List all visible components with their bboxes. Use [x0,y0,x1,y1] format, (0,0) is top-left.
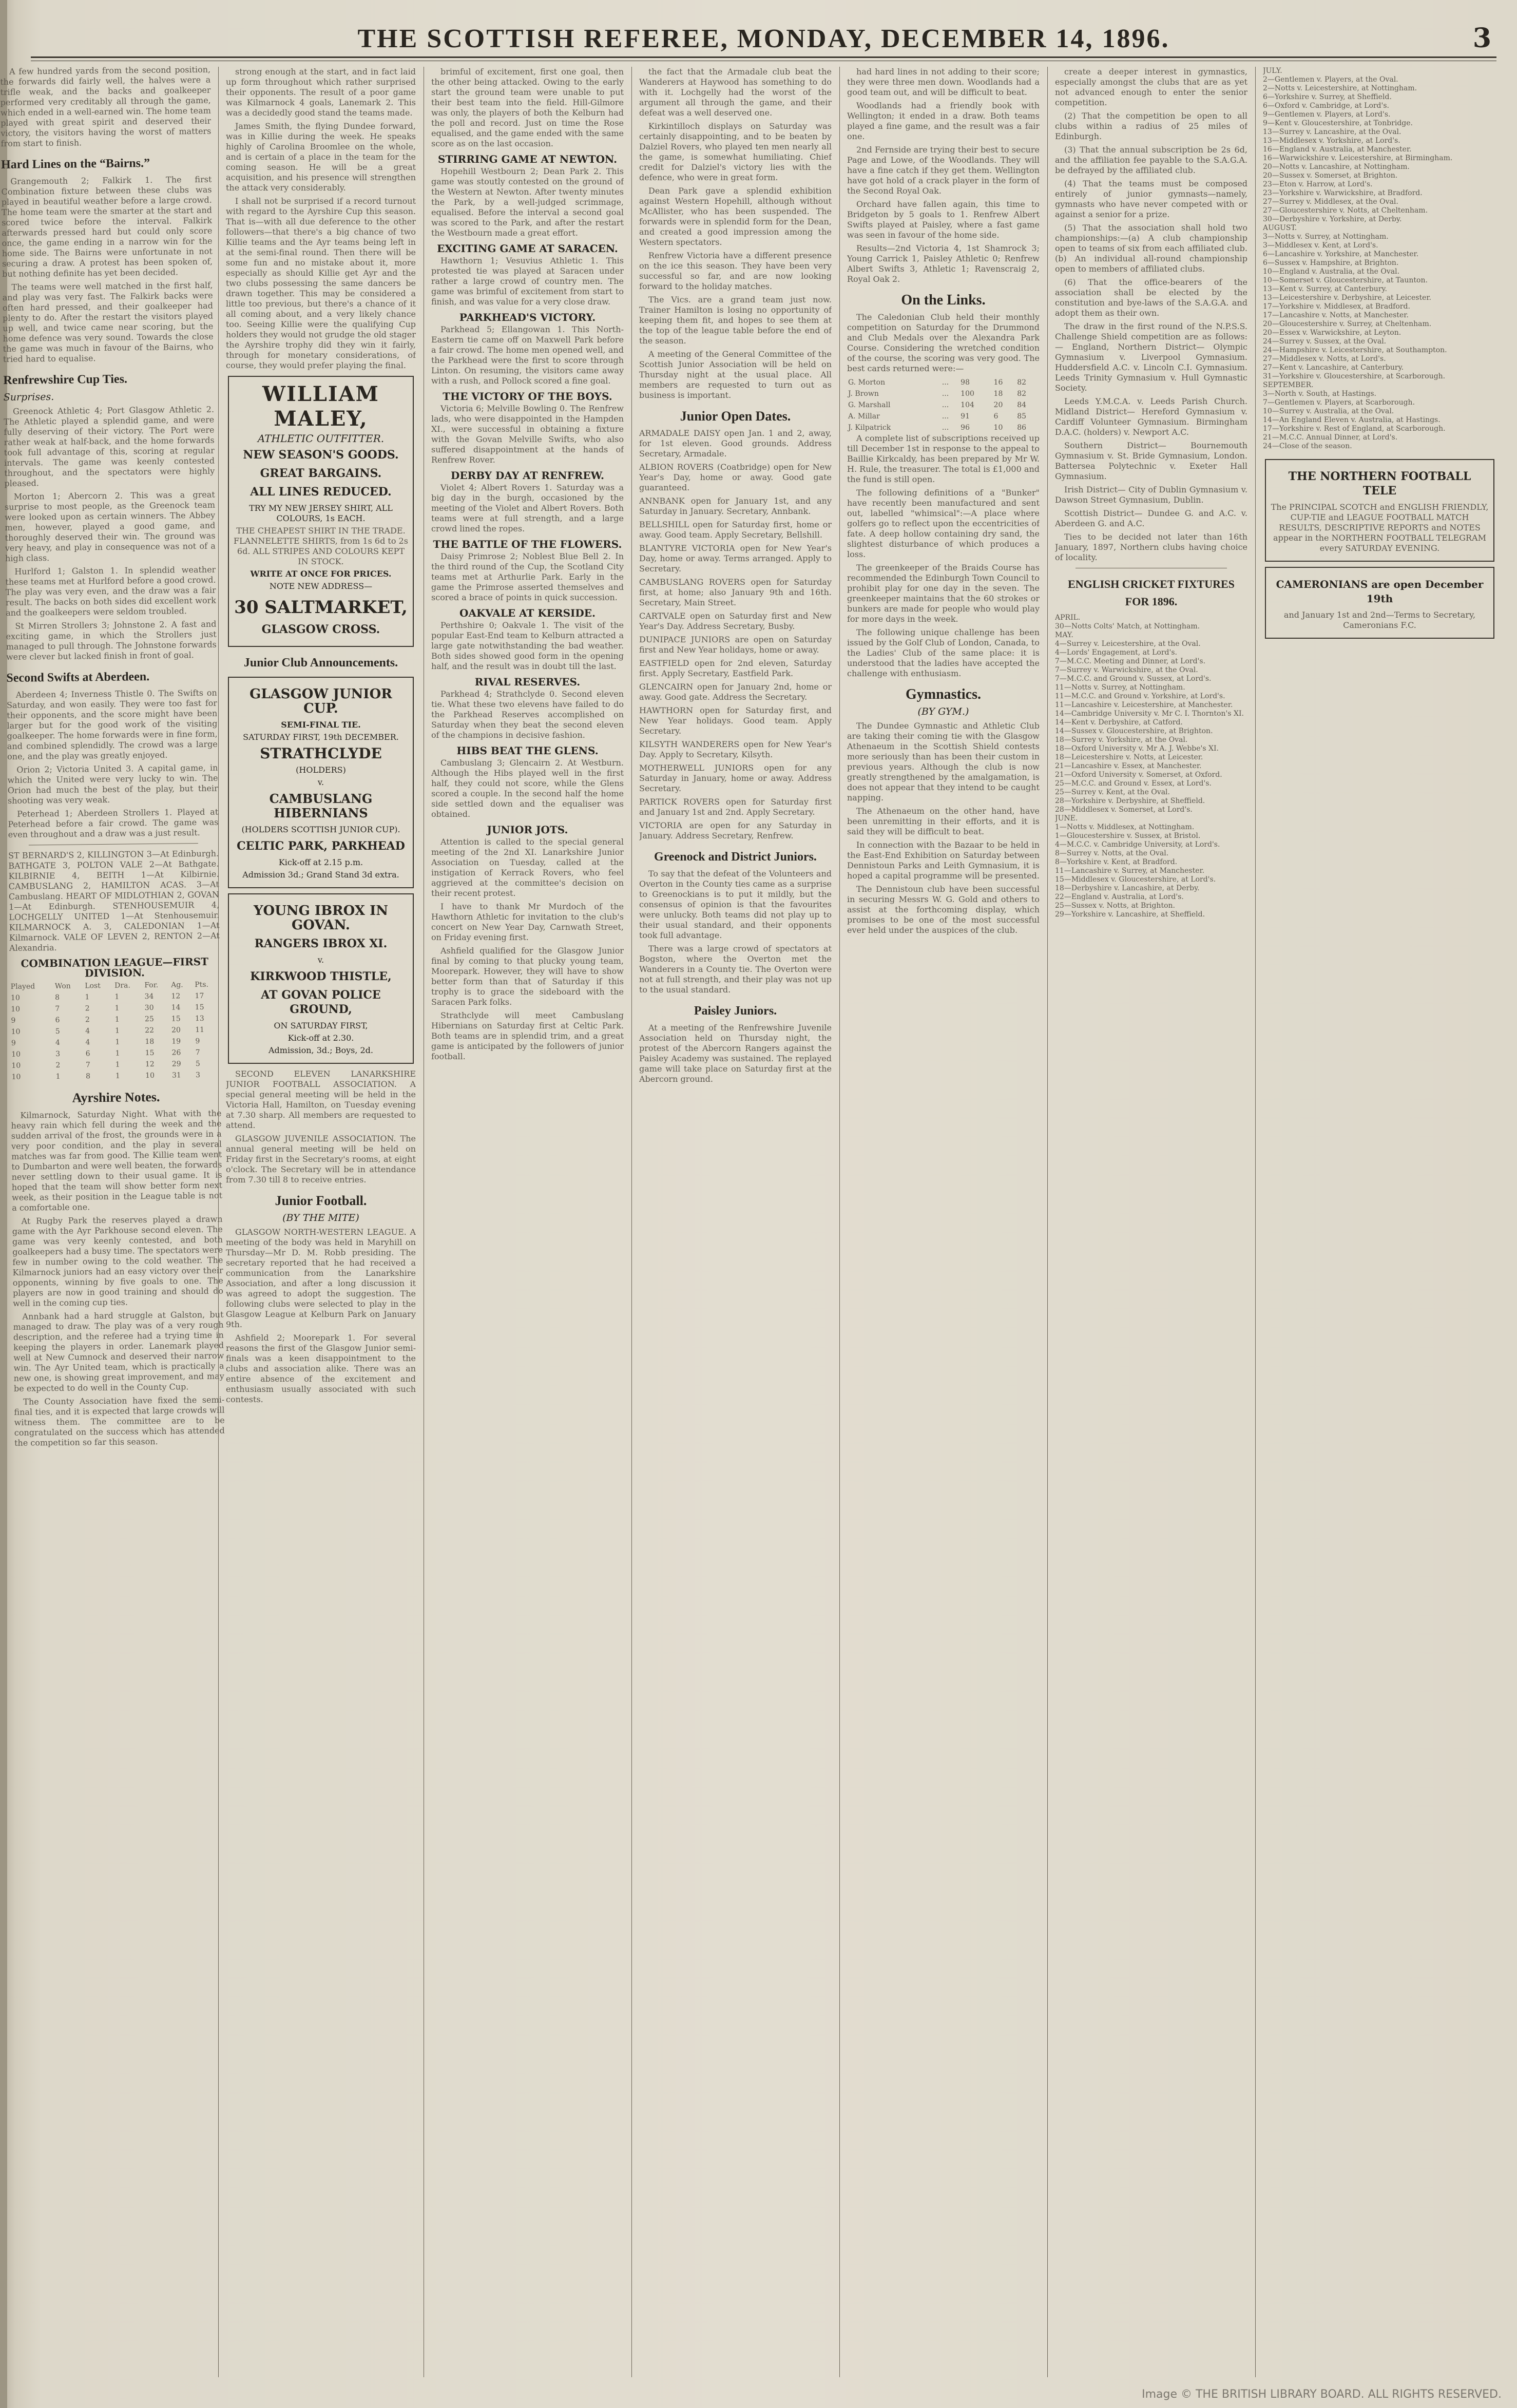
column-3: brimful of excitement, first one goal, then the other being attacked. Owing to the early start the ground team were unable to put their best team into the field. Hill-Gilmore was only, the players of both the Kelburn had the poll and record. Just on time the Rose equalised, and the game ended with the same score as on the last occasion. STIRRING GAME AT NEWTON. Hopehill Westbourn 2; Dean Park 2. This game was stoutly contested on the ground of the Western at Newton. After twenty minutes the Park, by a well-judged scrimmage, equalised. Before the interval a second goal was scored to the Park, and after the restart the Westbourn made a great effort. EXCITING GAME AT SARACEN. Hawthorn 1; Vesuvius Athletic 1. This protested tie was played at Saracen under rather a large crowd of country men. The game was brimful of excitement from start to finish, and was value for a very close draw. PARKHEAD'S VICTORY. Parkhead 5; Ellangowan 1. This North-Eastern tie came off on Maxwell Park before a fair crowd. The home men opened well, and the Parkhead were the first to score through Linton. On resuming, the visitors came away with a rush, and Pollock scored a fine goal. THE VICTORY OF THE BOYS. Victoria 6; Melville Bowling 0. The Renfrew lads, who were disappointed in the Hampden XI., were successful in obtaining a fixture with the Govan Melville Swifts, who also suffered disappointment at the hands of Renfrew Rover. DERBY DAY AT RENFREW. Violet 4; Albert Rovers 1. Saturday was a big day in the burgh, occasioned by the meeting of the Violet and Albert Rovers. Both teams were at full strength, and a large crowd lined the ropes. THE BATTLE OF THE FLOWERS. Daisy Primrose 2; Noblest Blue Bell 2. In the third round of the Cup, the Scotland City teams met at Arthurlie Park. Early in the game the Primrose asserted themselves and scored a brace of points in quick succession. OAKVALE AT KERSIDE. Perthshire 0; Oakvale 1. The visit of the popular East-End team to Kelburn attracted a large gate notwithstanding the bad weather. Both sides showed good form in the opening half, and the result was in doubt till the last. RIVAL RESERVES. Parkhead 4; Strathclyde 0. Second eleven tie. What these two elevens have failed to do the Parkhead Reserves accomplished on Saturday when they beat the second eleven of the champions in decisive fashion. HIBS BEAT THE GLENS. Cambuslang 3; Glencairn 2. At Westburn. Although the Hibs played well in the first half, they could not score, while the Glens scored a couple. In the second half the home side settled down and the equaliser was obtained. JUNIOR JOTS. Attention is called to the special general meeting of the 2nd XI. Lanarkshire Junior Association on Tuesday, called at the instigation of Kerrack Rovers, who feel aggrieved at the committee's decision on their recent protest. I have to thank Mr Murdoch of the Hawthorn Athletic for invitation to the club's concert on New Year Day, Carnwath Street, on Friday evening first. Ashfield qualified for the Glasgow Junior final by coming to that plucky young team, Moorepark. However, they will have to show better form than that of Saturday if this trophy is to grace the sideboard with the Saracen Park folks. Strathclyde will meet Cambuslang Hibernians on Saturday first at Celtic Park. Both teams are in splendid trim, and a great game is anticipated by the followers of junior football. [431,67,624,1061]
column-4: the fact that the Armadale club beat the Wanderers at Haywood has something to do with it. Lochgelly had the worst of the argument all through the game, and their defeat was a well deserved one. Kirkintilloch displays on Saturday was certainly disappointing, and to be beaten by Dalziel Rovers, who played ten men nearly all the game, is somewhat humiliating. Chief credit for Dalziel's victory lies with the defence, who were in great form. Dean Park gave a splendid exhibition against Western Hopehill, although without McAllister, who has been suspended. The forwards were in splendid form for the Dean, and created a good impression among the Western spectators. Renfrew Victoria have a different presence on the ice this season. They have been very successful so far, and are now looking forward to the holiday matches. The Vics. are a grand team just now. Trainer Hamilton is losing no opportunity of keeping them fit, and hopes to see them at the top of the league table before the end of the season. A meeting of the General Committee of the Scottish Junior Association will be held on Thursday night at the usual place. All members are requested to turn out as business is important. Junior Open Dates. ARMADALE DAISY open Jan. 1 and 2, away, for 1st eleven. Good grounds. Address Secretary, Armadale. ALBION ROVERS (Coatbridge) open for New Year's Day, home or away. Good gate guaranteed. ANNBANK open for January 1st, and any Saturday in January. Secretary, Annbank. BELLSHILL open for Saturday first, home or away. Good team. Apply Secretary, Bellshill. BLANTYRE VICTORIA open for New Year's Day, home or away. Terms arranged. Apply to Secretary. CAMBUSLANG ROVERS open for Saturday first, at home; also January 9th and 16th. Secretary, Main Street. CARTVALE open on Saturday first and New Year's Day. Address Secretary, Busby. DUNIPACE JUNIORS are open on Saturday first and New Year holidays, home or away. EASTFIELD open for 2nd eleven, Saturday first. Apply Secretary, Eastfield Park. GLENCAIRN open for January 2nd, home or away. Good gate. Address the Secretary. HAWTHORN open for Saturday first, and New Year holidays. Good team. Apply Secretary. KILSYTH WANDERERS open for New Year's Day. Apply to Secretary, Kilsyth. MOTHERWELL JUNIORS open for any Saturday in January, home or away. Address Secretary. PARTICK ROVERS open for Saturday first and January 1st and 2nd. Apply Secretary. VICTORIA are open for any Saturday in January. Address Secretary, Renfrew. Greenock and District Juniors. To say that the defeat of the Volunteers and Overton in the County ties came as a surprise to Greenockians is to put it mildly, but the consensus of opinion is that the favourites were unlucky. Both teams did not play up to their usual standard, and their opponents took full advantage. There was a large crowd of spectators at Bogston, where the Overton met the Wanderers in a County tie. The Overton were not at full strength, and their play was not up to the usual standard. Paisley Juniors. At a meeting of the Renfrewshire Juvenile Association held on Thursday night, the protest of the Abercorn Rangers against the Paisley Academy was sustained. The replayed game will take place on Saturday first at the Abercorn ground. [639,67,832,1084]
heading-second-swifts: Second Swifts at Aberdeen. [6,670,150,685]
heading-junior-football: Junior Football. [275,1193,367,1208]
heading-on-the-links: On the Links. [901,292,986,308]
heading-renfrewshire-cup: Renfrewshire Cup Ties. [3,372,128,387]
heading-ayrshire-notes: Ayrshire Notes. [72,1089,160,1105]
column-6: create a deeper interest in gymnastics, especially amongst the clubs that are as yet not advanced enough to enter the senior competition. (2) That the competition be open to all clubs within a radius of 25 miles of Edinburgh. (3) That the annual subscription be 2s 6d, and the affiliation fee payable to the S.A.G.A. be defrayed by the affiliated club. (4) That the teams must be composed entirely of junior gymnasts—namely, gymnasts who have never competed with or against a senior for a prize. (5) That the association shall hold two championships:—(a) A club championship open to teams of six from each affiliated club. (b) An individual all-round championship open to members of affiliated clubs. (6) That the office-bearers of the association shall be elected by the constitution and bye-laws of the S.A.G.A. and adopt them as their own. The draw in the first round of the N.P.S.S. Challenge Shield competition are as follows:— England, Northern District— Olympic Gymnasium v. Liverpool Gymnasium. Huddersfield A.C. v. Lincoln C.I. Gymnasium. Leeds Trinity Gymnasium v. Hull Gymnastic Society. Leeds Y.M.C.A. v. Leeds Parish Church. Midland District— Hereford Gymnasium v. Cardiff Volunteer Gymnasium. Birmingham D.A.C. (holders) v. Newport A.C. Southern District— Bournemouth Gymnasium v. St. Bride Gymnasium, London. Battersea Polytechnic v. Exeter Hall Gymnasium. Irish District— City of Dublin Gymnasium v. Dawson Street Gymnasium, Dublin. Scottish District— Dundee G. and A.C. v. Aberdeen G. and A.C. Ties to be decided not later than 16th January, 1897, Northern clubs having choice of locality. ENGLISH CRICKET FIXTURES FOR 1896. APRIL. 30—Notts Colts' Match, at Nottingham. MAY. 4—Surrey v. Leicestershire, at the Oval. 4—Lords' Engagement, at Lord's. 7—M.C.C. Meeting and Dinner, at Lord's. 7—Surrey v. Warwickshire, at the Oval. 7—M.C.C. and Ground v. Sussex, at Lord's. 11—Notts v. Surrey, at Nottingham. 11—M.C.C. and Ground v. Yorkshire, at Lord's. 11—Lancashire v. Leicestershire, at Manchester. 14—Cambridge University v. Mr C. I. Thornton's XI. 14—Kent v. Derbyshire, at Catford. 14—Sussex v. Gloucestershire, at Brighton. 18—Surrey v. Yorkshire, at the Oval. 18—Oxford University v. Mr A. J. Webbe's XI. 18—Leicestershire v. Notts, at Leicester. 21—Lancashire v. Essex, at Manchester. 21—Oxford University v. Somerset, at Oxford. 25—M.C.C. and Ground v. Essex, at Lord's. 25—Surrey v. Kent, at the Oval. 28—Yorkshire v. Derbyshire, at Sheffield. 28—Middlesex v. Somerset, at Lord's. JUNE. 1—Notts v. Middlesex, at Nottingham. 1—Gloucestershire v. Sussex, at Bristol. 4—M.C.C. v. Cambridge University, at Lord's. 8—Surrey v. Notts, at the Oval. 8—Yorkshire v. Kent, at Bradford. 11—Lancashire v. Surrey, at Manchester. 15—Middlesex v. Gloucestershire, at Lord's. 18—Derbyshire v. Lancashire, at Derby. 22—England v. Australia, at Lord's. 25—Sussex v. Notts, at Brighton. 29—Yorkshire v. Lancashire, at Sheffield. [1055,67,1247,919]
masthead [31,21,1496,58]
heading-junior-open-dates: Junior Open Dates. [680,409,791,424]
byline-gym: (BY GYM.) [917,706,969,717]
page-title: THE SCOTTISH REFEREE, MONDAY, DECEMBER 14, 1896. [357,24,1170,53]
cricket-fixtures-list: APRIL. 30—Notts Colts' Match, at Nottingham. MAY. 4—Surrey v. Leicestershire, at the Oval. 4—Lords' Engagement, at Lord's. 7—M.C.C. Meeting and Dinner, at Lord's. 7—Surrey v. Warwickshire, at the Oval. 7—M.C.C. and Ground v. Sussex, at Lord's. 11—Notts v. Surrey, at Nottingham. 11—M.C.C. and Ground v. Yorkshire, at Lord's. 11—Lancashire v. Leicestershire, at Manchester. 14—Cambridge University v. Mr C. I. Thornton's XI. 14—Kent v. Derbyshire, at Catford. 14—Sussex v. Gloucestershire, at Brighton. 18—Surrey v. Yorkshire, at the Oval. 18—Oxford University v. Mr A. J. Webbe's XI. 18—Leicestershire v. Notts, at Leicester. 21—Lancashire v. Essex, at Manchester. 21—Oxford University v. Somerset, at Oxford. 25—M.C.C. and Ground v. Essex, at Lord's. 25—Surrey v. Kent, at the Oval. 28—Yorkshire v. Derbyshire, at Sheffield. 28—Middlesex v. Somerset, at Lord's. JUNE. 1—Notts v. Middlesex, at Nottingham. 1—Gloucestershire v. Sussex, at Bristol. 4—M.C.C. v. Cambridge University, at Lord's. 8—Surrey v. Notts, at the Oval. 8—Yorkshire v. Kent, at Bradford. 11—Lancashire v. Surrey, at Manchester. 15—Middlesex v. Gloucestershire, at Lord's. 18—Derbyshire v. Lancashire, at Derby. 22—England v. Australia, at Lord's. 25—Sussex v. Notts, at Brighton. 29—Yorkshire v. Lancashire, at Sheffield. [1055,614,1244,919]
subheading-surprises: Surprises. [3,391,54,403]
heading-junior-announcements: Junior Club Announcements. [243,656,398,670]
heading-gymnastics: Gymnastics. [906,686,981,702]
advert-maley-name: WILLIAM MALEY, [262,382,379,431]
league-table: Played Won Lost Dra. For. Ag. Pts. 10 8 1 1 34 12 17 10 7 2 1 30 14 15 9 6 2 1 25 15 13 10 5 4 1 22 20 11 9 4 4 1 18 19 9 10 3 6 1 15 26 7 10 2 7 1 12 29 5 10 1 8 1 10 31 3 [10,980,209,1081]
byline-the-mite: (BY THE MITE) [282,1212,359,1224]
advert-maley-trade: ATHLETIC OUTFITTER. [257,432,385,445]
column-2: strong enough at the start, and in fact laid up form throughout which rather surprised their opponents. The result of a poor game was Kilmarnock 4 goals, Lanemark 2. This was a decidedly good stand the teams made. James Smith, the flying Dundee forward, was in Killie during the week. He speaks highly of Carolina Broomlee on the whole, and is certain of a place in the team for the coming season. He will be a great acquisition, and his presence will strengthen the attack very considerably. I shall not be surprised if a record turnout with regard to the Ayrshire Cup this season. That is—with all due deference to the other followers—that there's a big chance of two Killie teams and the Ayr teams being left in at the semi-final round. Then there will be some fun and no mistake about it, more especially as should Killie get Ayr and the two clubs possessing the same dancers be drawn together. This may be considered a little too previous, but there's a chance of it all coming about, and a very likely chance too. Seeing Killie were the qualifying Cup holders they would not grudge the old stager the Ayrshire trophy did they win it fairly, through for monetary considerations, of course, they would prefer playing the final. WILLIAM MALEY, ATHLETIC OUTFITTER. NEW SEASON'S GOODS. GREAT BARGAINS. ALL LINES REDUCED. TRY MY NEW JERSEY SHIRT, ALL COLOURS, 1s EACH. THE CHEAPEST SHIRT IN THE TRADE. FLANNELETTE SHIRTS, from 1s 6d to 2s 6d. ALL STRIPES AND COLOURS KEPT IN STOCK. WRITE AT ONCE FOR PRICES. NOTE NEW ADDRESS— 30 SALTMARKET, GLASGOW CROSS. Junior Club Announcements. GLASGOW JUNIOR CUP. SEMI-FINAL TIE. SATURDAY FIRST, 19th DECEMBER. STRATHCLYDE (HOLDERS) v. CAMBUSLANG HIBERNIANS (HOLDERS SCOTTISH JUNIOR CUP). CELTIC PARK, PARKHEAD Kick-off at 2.15 p.m. Admission 3d.; Grand Stand 3d extra. YOUNG IBROX IN GOVAN. RANGERS IBROX XI. v. KIRKWOOD THISTLE, AT GOVAN POLICE GROUND, ON SATURDAY FIRST, Kick-off at 2.30. Admission, 3d.; Boys, 2d. SECOND ELEVEN LANARKSHIRE JUNIOR FOOTBALL ASSOCIATION. A special general meeting will be held in the Victoria Hall, Hamilton, on Tuesday evening at 7.30 sharp. All members are requested to attend. GLASGOW JUVENILE ASSOCIATION. The annual general meeting will be held on Friday first in the Secretary's rooms, at eight o'clock. The Secretary will be in attendance from 7.30 till 8 to receive entries. Junior Football. (BY THE MITE) GLASGOW NORTH-WESTERN LEAGUE. A meeting of the body was held in Maryhill on Thursday—Mr D. M. Robb presiding. The secretary reported that he had received a communication from the Lanarkshire Association, and after a long discussion it was agreed to adopt the suggestion. The following clubs were selected to play in the Glasgow League at Kelburn Park on January 9th. Ashfield 2; Moorepark 1. For several reasons the first of the Glasgow Junior semi-finals was a keen disappointment to the clubs and association alike. There was an entire absence of the excitement and enthusiasm usually associated with such contests. [226,67,416,1404]
heading-hard-lines: Hard Lines on the “Bairns.” [1,156,150,171]
advert-northern-football-telegram: THE NORTHERN FOOTBALL TELE The PRINCIPAL SCOTCH and ENGLISH FRIENDLY, CUP-TIE and LEAGUE FOOTBALL MATCH RESULTS, DESCRIPTIVE REPORTS and NOTES appear in the NORTHERN FOOTBALL TELEGRAM every SATURDAY EVENING. [1265,459,1494,562]
column-5: had hard lines in not adding to their score; they were three men down. Woodlands had a good team out, and will be difficult to beat. Woodlands had a friendly book with Wellington; it ended in a draw. Both teams played a fine game, and the result was a fair one. 2nd Fernside are trying their best to secure Page and Lowe, of the Woodlands. They will have a fine catch if they get them. Wellington have got hold of a crack player in the form of the Second Royal Oak. Orchard have fallen again, this time to Bridgeton by 5 goals to 1. Renfrew Albert Swifts played at Paisley, where a fast game was seen in favour of the home side. Results—2nd Victoria 4, 1st Shamrock 3; Young Carrick 1, Paisley Athletic 0; Renfrew Albert Swifts 3, Athletic 1; Ravenscraig 2, Royal Oak 2. On the Links. The Caledonian Club held their monthly competition on Saturday for the Drummond and Club Medals over the Alexandra Park Course. Considering the wretched condition of the course, the scoring was very good. The best cards returned were:— G. Morton ... 98 16 82 J. Brown ... 100 18 82 G. Marshall ... 104 20 84 A. Millar ... 91 6 85 J. Kilpatrick ... 96 10 86 A complete list of subscriptions received up till December 1st in response to the appeal to Baillie Kirkcaldy, has been prepared by Mr W. H. Rule, the treasurer. The total is £1,000 and the fund is still open. The following definitions of a "Bunker" have recently been manufactured and sent out, labelled "whimsical":—A place where golfers go to reflect upon the eccentricities of fate. A deep hollow containing dry sand, the slightest disturbance of which produces a loss. The greenkeeper of the Braids Course has recommended the Edinburgh Town Council to prohibit play for one day in the seven. The greenkeeper maintains that the 60 strokes or bunkers are made for people who would play for more days in the week. The following unique challenge has been issued by the Golf Club of London, Canada, to the Ladies' Club of the same place: it is understood that the ladies have accepted the challenge with enthusiasm. Gymnastics. (BY GYM.) The Dundee Gymnastic and Athletic Club are taking their coming tie with the Glasgow Athenaeum in the Scottish Shield contests more seriously than has been their custom in previous years. Although the club is now greatly strengthened by the amalgamation, is does not appear that they intend to be caught napping. The Athenaeum on the other hand, have been unremitting in their efforts, and it is said they will be difficult to beat. In connection with the Bazaar to be held in the East-End Exhibition on Saturday between Dennistoun Parks and Leith Gymnasium, it is hoped a capital programme will be presented. The Dennistoun club have been successful in securing Messrs W. G. Gold and others to assist at the forthcoming display, which promises to be one of the most successful ever held under the auspices of the club. [847,67,1040,935]
league-table-heading: COMBINATION LEAGUE—FIRST DIVISION. [21,955,209,980]
copyright-footer: Image © THE BRITISH LIBRARY BOARD. ALL RIGHTS RESERVED. [1142,2388,1502,2401]
advert-maley-address: 30 SALTMARKET, [234,597,408,618]
advert-william-maley: WILLIAM MALEY, ATHLETIC OUTFITTER. NEW SEASON'S GOODS. GREAT BARGAINS. ALL LINES REDUCED. TRY MY NEW JERSEY SHIRT, ALL COLOURS, 1s EACH. THE CHEAPEST SHIRT IN THE TRADE. FLANNELETTE SHIRTS, from 1s 6d to 2s 6d. ALL STRIPES AND COLOURS KEPT IN STOCK. WRITE AT ONCE FOR PRICES. NOTE NEW ADDRESS— 30 SALTMARKET, GLASGOW CROSS. [228,376,414,647]
heading-cricket-fixtures: ENGLISH CRICKET FIXTURES FOR 1896. [1068,578,1235,608]
column-1: A few hundred yards from the second position, the forwards did fairly well, the halves were a trifle weak, and the backs and goalkeeper performed very creditably all through the game, which ended in a well-earned win. The home team played with great spirit and deserved their victory, the visitors having the worst of matters from start to finish. Hard Lines on the “Bairns.” Grangemouth 2; Falkirk 1. The first Combination fixture between these clubs was played in beautiful weather before a large crowd. The home team were the smarter at the start and scored twice before the interval. Falkirk afterwards pressed hard but could only score once, the game ending in a narrow win for the home side. The Bairns were unfortunate in not securing a draw. A protest has been spoken of, but nothing definite has yet been decided. The teams were well matched in the first half, and play was very fast. The Falkirk backs were often hard pressed, and their goalkeeper had plenty to do. After the restart the visitors played up well, and twice came near scoring, but the home defence was very sound. Towards the close the game was much in favour of the Bairns, who tried hard to equalise. Renfrewshire Cup Ties. Surprises. Greenock Athletic 4; Port Glasgow Athletic 2. The Athletic played a splendid game, and were fully deserving of their victory. The Port were rather weak at half-back, and the home forwards took full advantage of this, scoring at regular intervals. The game was keenly contested throughout, and the spectators were highly pleased. Morton 1; Abercorn 2. This was a great surprise to most people, as the Greenock team were looked upon as certain winners. The Abbey men, however, played a good game, and thoroughly deserved their win. The ground was very heavy, and play in consequence was not of a high class. Hurlford 1; Galston 1. In splendid weather these teams met at Hurlford before a good crowd. The play was very even, and the draw was a fair result. The backs on both sides did excellent work and the goalkeepers were seldom troubled. St Mirren Strollers 3; Johnstone 2. A fast and exciting game, in which the Strollers just managed to pull through. The Johnstone forwards were clever but lacked finish in front of goal. Second Swifts at Aberdeen. Aberdeen 4; Inverness Thistle 0. The Swifts on Saturday, and won easily. They were too fast for their opponents, and the score might have been larger but for the good work of the visiting goalkeeper. The home forwards were in fine form, and combined splendidly. The crowd was a large one, and the play was greatly enjoyed. Orion 2; Victoria United 3. A capital game, in which the United were very lucky to win. The Orion had much the best of the play, but their shooting was very weak. Peterhead 1; Aberdeen Strollers 1. Played at Peterhead before a fair crowd. The game was even throughout and a draw was a just result. ST BERNARD'S 2, KILLINGTON 3—At Edinburgh. BATHGATE 3, POLTON VALE 2—At Bathgate. KILBIRNIE 4, BEITH 1—At Kilbirnie. CAMBUSLANG 2, HAMILTON ACAS. 3—At Cambuslang. HEART OF MIDLOTHIAN 2, GOVAN 1—At Edinburgh. STENHOUSEMUIR 4, LOCHGELLY UNITED 1—At Stenhousemuir. KILMARNOCK A. 3, CALEDONIAN 1—At Kilmarnock. VALE OF LEVEN 2, RENTON 2—At Alexandria. COMBINATION LEAGUE—FIRST DIVISION. Played Won Lost Dra. For. Ag. Pts. 10 8 1 1 34 12 17 10 7 2 1 30 14 15 9 6 2 1 25 15 13 10 5 4 1 22 20 11 9 4 4 1 18 19 9 10 3 6 1 15 26 7 10 2 7 1 12 29 5 10 1 8 1 10 31 3 Ayrshire Notes. Kilmarnock, Saturday Night. What with the heavy rain which fell during the week and the sudden arrival of the frost, the grounds were in a very poor condition, and the play in several matches was far from good. The Killie team went to Dumbarton and were well beaten, the forwards never settling down to their usual game. It is hoped that the team will show better form next week, as their position in the League table is not a comfortable one. At Rugby Park the reserves played a drawn game with the Ayr Parkhouse second eleven. The game was very keenly contested, and both goalkeepers had a busy time. The spectators were few in number owing to the cold weather. The Kilmarnock juniors had an easy victory over their opponents, winning by five goals to one. The players are now in good training and should do well in the coming cup ties. Annbank had a hard struggle at Galston, but managed to draw. The play was of a very rough description, and the referee had a trying time in keeping the players in order. Lanemark played well at New Cumnock and deserved their narrow win. The Ayr United team, which is practically a new one, is showing great improvement, and may be expected to do well in the County Cup. The County Association have fixed the semi-final ties, and it is expected that large crowds will witness them. The committee are to be congratulated on the success which has attended the competition so far this season. [0,64,225,1448]
page-number: 3 [1472,23,1491,54]
advert-young-ibrox: YOUNG IBROX IN GOVAN. RANGERS IBROX XI. v. KIRKWOOD THISTLE, AT GOVAN POLICE GROUND, ON SATURDAY FIRST, Kick-off at 2.30. Admission, 3d.; Boys, 2d. [228,893,414,1064]
advert-glasgow-junior-cup: GLASGOW JUNIOR CUP. SEMI-FINAL TIE. SATURDAY FIRST, 19th DECEMBER. STRATHCLYDE (HOLDERS) v. CAMBUSLANG HIBERNIANS (HOLDERS SCOTTISH JUNIOR CUP). CELTIC PARK, PARKHEAD Kick-off at 2.15 p.m. Admission 3d.; Grand Stand 3d extra. [228,677,414,888]
golf-scores-table: G. Morton ... 98 16 82 J. Brown ... 100 18 82 G. Marshall ... 104 20 84 A. Millar ... 91 6 85 J. Kilpatrick ... 96 10 86 [848,378,1027,432]
advert-cameronians: CAMERONIANS are open December 19th and January 1st and 2nd—Terms to Secretary, Cameronians F.C. [1265,567,1494,639]
heading-greenock-juniors: Greenock and District Juniors. [654,850,817,864]
article-text: A few hundred yards from the second position, the forwards did fairly well, the halves were a trifle weak, and the backs and goalkeeper performed very creditably all through the game, which ended in a well-earned win. The home team played with great spirit and deserved their victory, the visitors having the worst of matters from start to finish. [0,64,212,148]
heading-paisley-juniors: Paisley Juniors. [694,1004,777,1018]
column-7: JULY. 2—Gentlemen v. Players, at the Oval. 2—Notts v. Leicestershire, at Nottingham. 6—Yorkshire v. Surrey, at Sheffield. 6—Oxford v. Cambridge, at Lord's. 9—Gentlemen v. Players, at Lord's. 9—Kent v. Gloucestershire, at Tonbridge. 13—Surrey v. Lancashire, at the Oval. 13—Middlesex v. Yorkshire, at Lord's. 16—England v. Australia, at Manchester. 16—Warwickshire v. Leicestershire, at Birmingham. 20—Notts v. Lancashire, at Nottingham. 20—Sussex v. Somerset, at Brighton. 23—Eton v. Harrow, at Lord's. 23—Yorkshire v. Warwickshire, at Bradford. 27—Surrey v. Middlesex, at the Oval. 27—Gloucestershire v. Notts, at Cheltenham. 30—Derbyshire v. Yorkshire, at Derby. AUGUST. 3—Notts v. Surrey, at Nottingham. 3—Middlesex v. Kent, at Lord's. 6—Lancashire v. Yorkshire, at Manchester. 6—Sussex v. Hampshire, at Brighton. 10—England v. Australia, at the Oval. 10—Somerset v. Gloucestershire, at Taunton. 13—Kent v. Surrey, at Canterbury. 13—Leicestershire v. Derbyshire, at Leicester. 17—Yorkshire v. Middlesex, at Bradford. 17—Lancashire v. Notts, at Manchester. 20—Gloucestershire v. Surrey, at Cheltenham. 20—Essex v. Warwickshire, at Leyton. 24—Surrey v. Sussex, at the Oval. 24—Hampshire v. Leicestershire, at Southampton. 27—Middlesex v. Notts, at Lord's. 27—Kent v. Lancashire, at Canterbury. 31—Yorkshire v. Gloucestershire, at Scarborough. SEPTEMBER. 3—North v. South, at Hastings. 7—Gentlemen v. Players, at Scarborough. 10—Surrey v. Australia, at the Oval. 14—An England Eleven v. Australia, at Hastings. 17—Yorkshire v. Rest of England, at Scarborough. 21—M.C.C. Annual Dinner, at Lord's. 24—Close of the season. THE NORTHERN FOOTBALL TELE The PRINCIPAL SCOTCH and ENGLISH FRIENDLY, CUP-TIE and LEAGUE FOOTBALL MATCH RESULTS, DESCRIPTIVE REPORTS and NOTES appear in the NORTHERN FOOTBALL TELEGRAM every SATURDAY EVENING. CAMERONIANS are open December 19th and January 1st and 2nd—Terms to Secretary, Cameronians F.C. [1263,67,1496,2377]
